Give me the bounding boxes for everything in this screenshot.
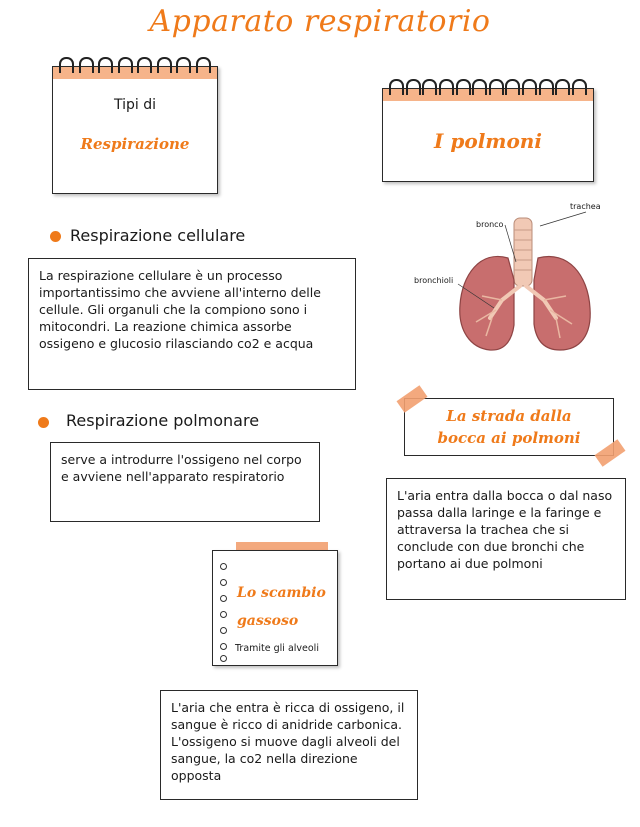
scambio-subtitle: Tramite gli alveoli bbox=[235, 643, 319, 654]
text-strada: L'aria entra dalla bocca o dal naso passa dalla laringe e la faringe e attraversa la trachea che si conclude con due bronchi che portano ai due polmoni bbox=[397, 488, 613, 571]
label-trachea: trachea bbox=[570, 202, 601, 211]
spiral-rings bbox=[389, 79, 587, 95]
lungs-diagram bbox=[410, 200, 630, 360]
box-strada-text bbox=[386, 478, 626, 600]
note-scambio-gassoso bbox=[212, 550, 338, 666]
strada-title-line1: La strada dalla bbox=[446, 407, 572, 425]
text-respirazione-cellulare: La respirazione cellulare è un processo importantissimo che avviene all'interno delle cellule. Gli organuli che la compiono sono i mitocondri. La reazione chimica assorbe ossigeno e glucosio rilasciando co2 e acqua bbox=[39, 268, 321, 351]
bullet-cellulare bbox=[50, 231, 61, 242]
label-bronchioli: bronchioli bbox=[414, 276, 454, 285]
box-respirazione-cellulare bbox=[28, 258, 356, 390]
text-respirazione-polmonare: serve a introdurre l'ossigeno nel corpo e avviene nell'apparato respiratorio bbox=[61, 452, 302, 484]
label-bronco: bronco bbox=[476, 220, 504, 229]
note-polmoni-label: I polmoni bbox=[434, 129, 542, 153]
heading-respirazione-polmonare: Respirazione polmonare bbox=[66, 411, 260, 430]
heading-respirazione-cellulare: Respirazione cellulare bbox=[70, 226, 246, 245]
note-polmoni bbox=[382, 88, 594, 182]
box-respirazione-polmonare bbox=[50, 442, 320, 522]
note-tipi-respirazione bbox=[52, 66, 218, 194]
scambio-title-line2: gassoso bbox=[237, 613, 299, 629]
box-strada-title bbox=[404, 398, 614, 456]
note-tipi-line1: Tipi di bbox=[113, 97, 156, 113]
note-tipi-line2: Respirazione bbox=[80, 135, 190, 153]
box-scambio-text bbox=[160, 690, 418, 800]
page-title: Apparato respiratorio bbox=[149, 4, 491, 39]
scambio-title-line1: Lo scambio bbox=[237, 585, 326, 601]
spiral-rings bbox=[59, 57, 211, 73]
strada-title-line2: bocca ai polmoni bbox=[437, 429, 581, 447]
bullet-polmonare bbox=[38, 417, 49, 428]
text-scambio: L'aria che entra è ricca di ossigeno, il sangue è ricco di anidride carbonica. L'ossigeno si muove dagli alveoli del sangue, la co2 nella direzione opposta bbox=[171, 700, 405, 783]
